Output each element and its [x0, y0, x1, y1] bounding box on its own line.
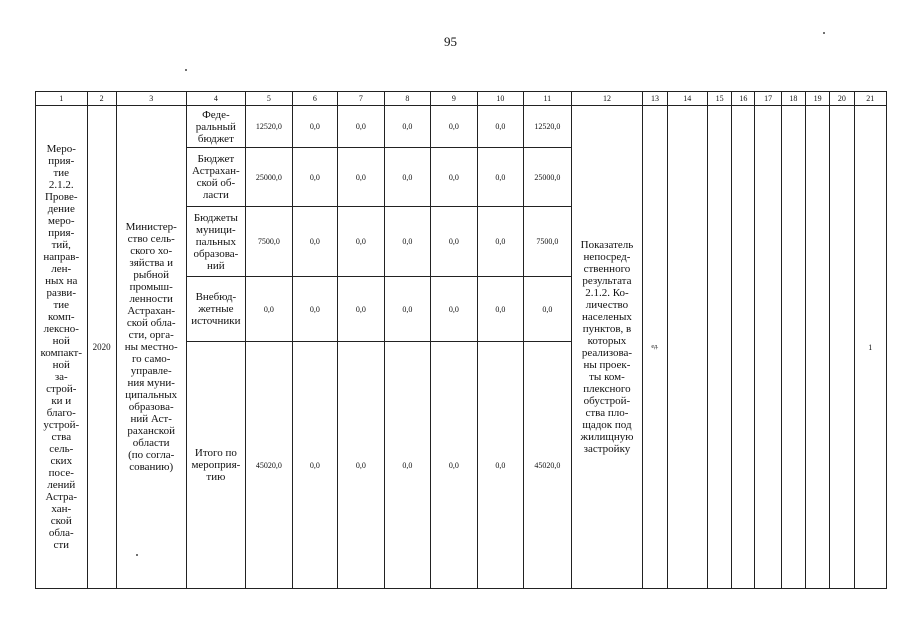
value-cell: 0,0: [384, 207, 430, 277]
activity-name-text: Меро- прия- тие 2.1.2. Прове- дение меро- прия- тий, направ- лен- ных на разви- тие комп- лексно- ной компакт- ной за- строй- ки и благо- устрой- ства сель- ских посе- лений Астра- хан- ской обла- сти: [40, 143, 82, 551]
empty-cell: [732, 106, 755, 589]
header-cell: 1: [36, 92, 88, 106]
value-cell: 0,0: [384, 106, 430, 148]
value-cell: 0,0: [292, 148, 337, 207]
value-cell: 0,0: [338, 148, 384, 207]
header-row: [36, 92, 887, 106]
value-cell: 0,0: [431, 207, 477, 277]
header-cell: 6: [292, 92, 337, 106]
value-cell: 0,0: [477, 207, 523, 277]
target-value-cell: 1: [854, 106, 887, 589]
scan-speck: [185, 69, 187, 71]
header-cell: 18: [781, 92, 805, 106]
funding-source-text: Внебюд- жетные источники: [191, 291, 241, 328]
value-cell: 0,0: [246, 277, 292, 342]
value-cell: 0,0: [338, 207, 384, 277]
header-cell: 9: [431, 92, 477, 106]
value-cell: 0,0: [292, 277, 337, 342]
header-cell: 13: [643, 92, 667, 106]
value-cell: 0,0: [477, 106, 523, 148]
empty-cell: [708, 106, 732, 589]
value-cell: 0,0: [338, 106, 384, 148]
value-cell: 0,0: [477, 342, 523, 589]
value-cell: 0,0: [338, 342, 384, 589]
value-cell: 0,0: [338, 277, 384, 342]
value-cell: 7500,0: [246, 207, 292, 277]
activity-executor: [116, 106, 186, 589]
activity-executor-text: Министер- ство сель- ского хо- зяйства и рыбной промыш- ленности Астрахан- ской обла- сти, орга- ны местно- го само- управле- ния муни- ципальных образова- ний Аст- раханской области (по согла- сованию): [124, 221, 178, 473]
funding-source: [186, 207, 246, 277]
funding-source: [186, 342, 246, 589]
funding-row-federal: [36, 106, 887, 148]
value-cell: 25000,0: [524, 148, 572, 207]
value-cell: 45020,0: [246, 342, 292, 589]
header-cell: 4: [186, 92, 246, 106]
header-cell: 5: [246, 92, 292, 106]
value-cell: 0,0: [292, 207, 337, 277]
value-cell: 25000,0: [246, 148, 292, 207]
header-cell: 10: [477, 92, 523, 106]
header-cell: 12: [571, 92, 643, 106]
empty-cell: [755, 106, 781, 589]
empty-cell: [667, 106, 707, 589]
funding-source-text: Феде- ральный бюджет: [195, 108, 236, 145]
header-cell: 16: [732, 92, 755, 106]
scan-speck: [823, 32, 825, 34]
empty-cell: [781, 106, 805, 589]
value-cell: 0,0: [431, 106, 477, 148]
value-cell: 0,0: [384, 342, 430, 589]
value-cell: 7500,0: [524, 207, 572, 277]
indicator-cell: [571, 106, 643, 589]
value-cell: 0,0: [384, 277, 430, 342]
funding-source-text: Бюджет Астрахан- ской об- ласти: [192, 153, 240, 202]
value-cell: 0,0: [384, 148, 430, 207]
header-cell: 11: [524, 92, 572, 106]
value-cell: 0,0: [431, 342, 477, 589]
value-cell: 0,0: [477, 148, 523, 207]
value-cell: 0,0: [292, 342, 337, 589]
header-cell: 21: [854, 92, 887, 106]
header-cell: 14: [667, 92, 707, 106]
funding-source-text: Итого по мероприя- тию: [191, 447, 241, 484]
header-cell: 3: [116, 92, 186, 106]
value-cell: 12520,0: [524, 106, 572, 148]
activity-year-text: 2020: [92, 342, 111, 352]
activity-name: [36, 106, 88, 589]
header-cell: 8: [384, 92, 430, 106]
header-cell: 20: [830, 92, 854, 106]
funding-source: [186, 277, 246, 342]
unit-cell: ед.: [643, 106, 667, 589]
header-cell: 7: [338, 92, 384, 106]
empty-cell: [830, 106, 854, 589]
empty-cell: [806, 106, 830, 589]
value-cell: 0,0: [292, 106, 337, 148]
value-cell: 0,0: [431, 277, 477, 342]
indicator-text: Показатель непосред- ственного результата 2.1.2. Ко- личество населеных пунктов, в которых реализова- ны проек- ты ком- плексного обустрой- ства пло- щадок под жилищную застройку: [580, 239, 634, 455]
header-cell: 2: [87, 92, 116, 106]
value-cell: 0,0: [477, 277, 523, 342]
program-table: [35, 91, 887, 589]
funding-source: [186, 106, 246, 148]
value-cell: 45020,0: [524, 342, 572, 589]
scan-speck: [136, 554, 138, 556]
value-cell: 0,0: [431, 148, 477, 207]
header-cell: 15: [708, 92, 732, 106]
value-cell: 12520,0: [246, 106, 292, 148]
header-cell: 17: [755, 92, 781, 106]
value-cell: 0,0: [524, 277, 572, 342]
activity-year: [87, 106, 116, 589]
funding-source: [186, 148, 246, 207]
funding-source-text: Бюджеты муници- пальных образова- ний: [193, 211, 239, 272]
header-cell: 19: [806, 92, 830, 106]
page-number: 95: [444, 34, 457, 49]
